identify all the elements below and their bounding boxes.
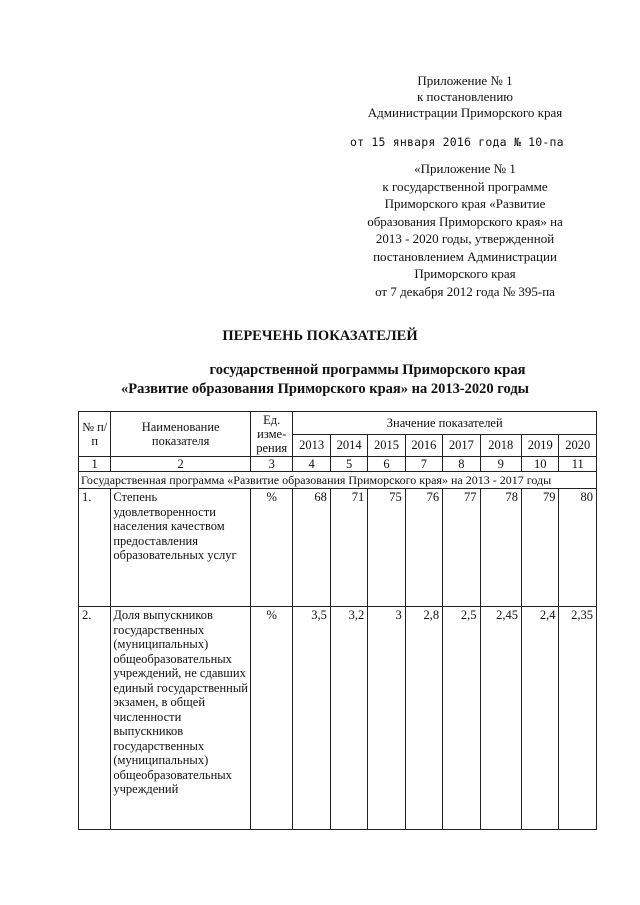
- row-value: 80: [559, 489, 597, 607]
- row-name: Степень удовлетворенности населения качеством предоставления образовательных услуг: [111, 489, 251, 607]
- table-row: [79, 489, 597, 607]
- program-appendix-header: [330, 160, 600, 300]
- row-value: 2,35: [559, 607, 597, 830]
- row-index: 1.: [79, 489, 111, 607]
- column-number: 4: [293, 457, 330, 472]
- column-number: 2: [111, 457, 251, 472]
- column-number: 11: [559, 457, 597, 472]
- column-number: 5: [330, 457, 367, 472]
- program-appendix-line: образования Приморского края» на: [367, 213, 563, 229]
- row-index: 2.: [79, 607, 111, 830]
- header-unit: Ед. изме-рения: [250, 412, 292, 457]
- program-appendix-line: Приморского края «Развитие: [384, 196, 546, 211]
- appendix-header-line: Администрации Приморского края: [367, 105, 563, 120]
- row-value: 76: [405, 489, 442, 607]
- row-value: 71: [330, 489, 367, 607]
- row-name: Доля выпускников государственных (муниципальных) общеобразовательных учреждений, не сдавших единый государственный экзамен, в общей численности выпускников государственных (муниципальных) общеобразовательных учреждений: [111, 607, 251, 830]
- section-title: Государственная программа «Развитие образования Приморского края» на 2013 - 2017 годы: [79, 472, 597, 489]
- header-year: 2020: [559, 434, 597, 457]
- row-value: 2,4: [522, 607, 559, 830]
- row-value: 68: [293, 489, 330, 607]
- row-unit: %: [250, 607, 292, 830]
- column-number: 8: [443, 457, 480, 472]
- program-title-line: государственной программы Приморского края: [209, 362, 526, 378]
- indicators-table: [78, 411, 597, 830]
- row-value: 79: [522, 489, 559, 607]
- header-name: Наименование показателя: [111, 412, 251, 457]
- header-year: 2014: [330, 434, 367, 457]
- program-appendix-line: к государственной программе: [382, 178, 548, 194]
- column-number: 10: [522, 457, 559, 472]
- column-number: 3: [250, 457, 292, 472]
- program-appendix-line: «Приложение № 1: [414, 161, 516, 176]
- program-title-line: «Развитие образования Приморского края» на 2013-2020 годы: [120, 381, 530, 397]
- header-year: 2018: [480, 434, 521, 457]
- header-year: 2013: [293, 434, 330, 457]
- header-year: 2016: [405, 434, 442, 457]
- appendix-header-line: к постановлению: [416, 89, 514, 104]
- row-value: 3,2: [330, 607, 367, 830]
- row-value: 2,5: [443, 607, 480, 830]
- row-value: 78: [480, 489, 521, 607]
- header-values-group: Значение показателей: [293, 412, 597, 435]
- table-row: [79, 607, 597, 830]
- program-title: [0, 361, 640, 399]
- row-value: 77: [443, 489, 480, 607]
- program-appendix-line: от 7 декабря 2012 года № 395-па: [375, 283, 555, 299]
- column-number: 6: [368, 457, 405, 472]
- row-value: 3,5: [293, 607, 330, 830]
- row-value: 2,8: [405, 607, 442, 830]
- column-number: 1: [79, 457, 111, 472]
- appendix-header: [345, 73, 585, 121]
- program-appendix-line: 2013 - 2020 годы, утвержденной: [375, 231, 555, 246]
- header-year: 2017: [443, 434, 480, 457]
- decree-date-number: от 15 января 2016 года № 10-па: [350, 135, 564, 149]
- program-appendix-line: Приморского края: [414, 266, 516, 281]
- row-unit: %: [250, 489, 292, 607]
- header-index: № п/п: [79, 412, 111, 457]
- program-appendix-line: постановлением Администрации: [373, 248, 557, 264]
- row-value: 2,45: [480, 607, 521, 830]
- list-title: ПЕРЕЧЕНЬ ПОКАЗАТЕЛЕЙ: [222, 328, 418, 344]
- header-year: 2019: [522, 434, 559, 457]
- appendix-header-line: Приложение № 1: [417, 73, 513, 88]
- header-year: 2015: [368, 434, 405, 457]
- column-number: 9: [480, 457, 521, 472]
- column-number-row: [79, 457, 597, 472]
- row-value: 75: [368, 489, 405, 607]
- section-row: [79, 472, 597, 489]
- row-value: 3: [368, 607, 405, 830]
- column-number: 7: [405, 457, 442, 472]
